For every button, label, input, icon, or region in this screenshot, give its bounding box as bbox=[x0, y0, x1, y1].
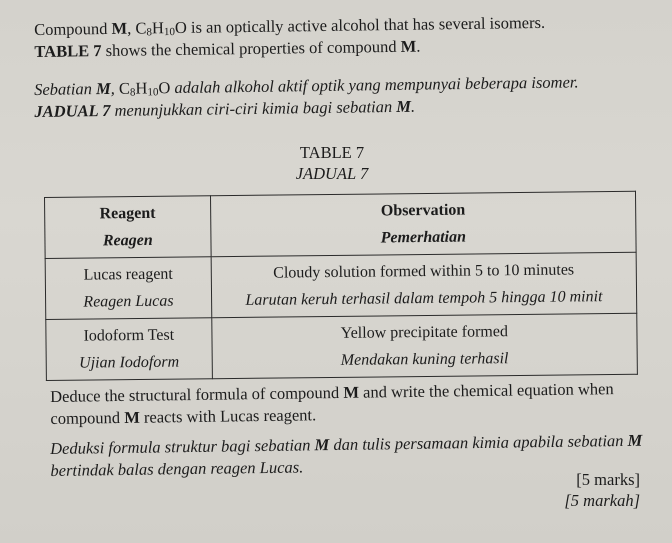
reagent-cell: Iodoform Test Ujian Iodoform bbox=[46, 318, 212, 381]
compound-label: M bbox=[314, 435, 330, 455]
molecular-formula: $C_8H_{10}O$ bbox=[135, 17, 187, 39]
compound-label: M bbox=[400, 36, 417, 56]
header-observation: Observation Pemerhatian bbox=[210, 191, 636, 256]
observation-cell: Yellow precipitate formed Mendakan kuning terhasil bbox=[212, 313, 638, 378]
question-malay: Deduksi formula struktur bagi sebatian M dan tulis persamaan kimia apabila sebatian M bertindak balas dengan reagen Lucas. bbox=[50, 430, 643, 480]
molecular-formula: $C_8H_{10}O$ bbox=[118, 78, 171, 99]
compound-label: M bbox=[396, 96, 412, 116]
intro-en-text: Compound bbox=[34, 18, 112, 39]
compound-label: M bbox=[627, 430, 643, 450]
marks-english: [5 marks] bbox=[576, 470, 640, 489]
compound-label: M bbox=[95, 78, 111, 99]
compound-label: M bbox=[124, 407, 140, 427]
intro-ms-text: adalah alkohol aktif optik yang mempunyai beberapa isomer. bbox=[170, 72, 579, 98]
table-row bbox=[46, 313, 638, 380]
reagent-cell: Lucas reagent Reagen Lucas bbox=[45, 257, 211, 320]
table-caption-english: TABLE 7 bbox=[299, 143, 365, 162]
observations-table bbox=[44, 191, 638, 381]
table-reference: TABLE 7 bbox=[34, 41, 102, 61]
compound-label: M bbox=[343, 382, 360, 402]
intro-ms-text: Sebatian bbox=[34, 79, 97, 99]
table-reference: JADUAL 7 bbox=[34, 100, 111, 121]
intro-en-text: shows the chemical properties of compound bbox=[101, 36, 401, 61]
intro-ms-text: menunjukkan ciri-ciri kimia bagi sebatian bbox=[110, 96, 397, 120]
question-english: Deduce the structural formula of compound M and write the chemical equation when compound M reacts with Lucas reagent. bbox=[50, 379, 614, 428]
table-caption-malay: JADUAL 7 bbox=[295, 164, 369, 183]
header-reagent: Reagent Reagen bbox=[45, 196, 211, 259]
intro-en-text: is an optically active alcohol that has several isomers. bbox=[186, 12, 546, 37]
marks-malay: [5 markah] bbox=[564, 491, 640, 510]
intro-english: Compound M, $C_8H_{10}O$ is an optically active alcohol that has several isomers. TABLE 7 shows the chemical properties of compound M. bbox=[34, 12, 546, 61]
table-row bbox=[45, 252, 637, 319]
table-header-row bbox=[45, 191, 637, 258]
observation-cell: Cloudy solution formed within 5 to 10 minutes Larutan keruh terhasil dalam tempoh 5 hingga 10 minit bbox=[211, 252, 637, 317]
compound-label: M bbox=[111, 18, 128, 38]
intro-malay: Sebatian M, $C_8H_{10}O$ adalah alkohol aktif optik yang mempunyai beberapa isomer. JADUAL 7 menunjukkan ciri-ciri kimia bagi sebatian M. bbox=[34, 72, 579, 121]
